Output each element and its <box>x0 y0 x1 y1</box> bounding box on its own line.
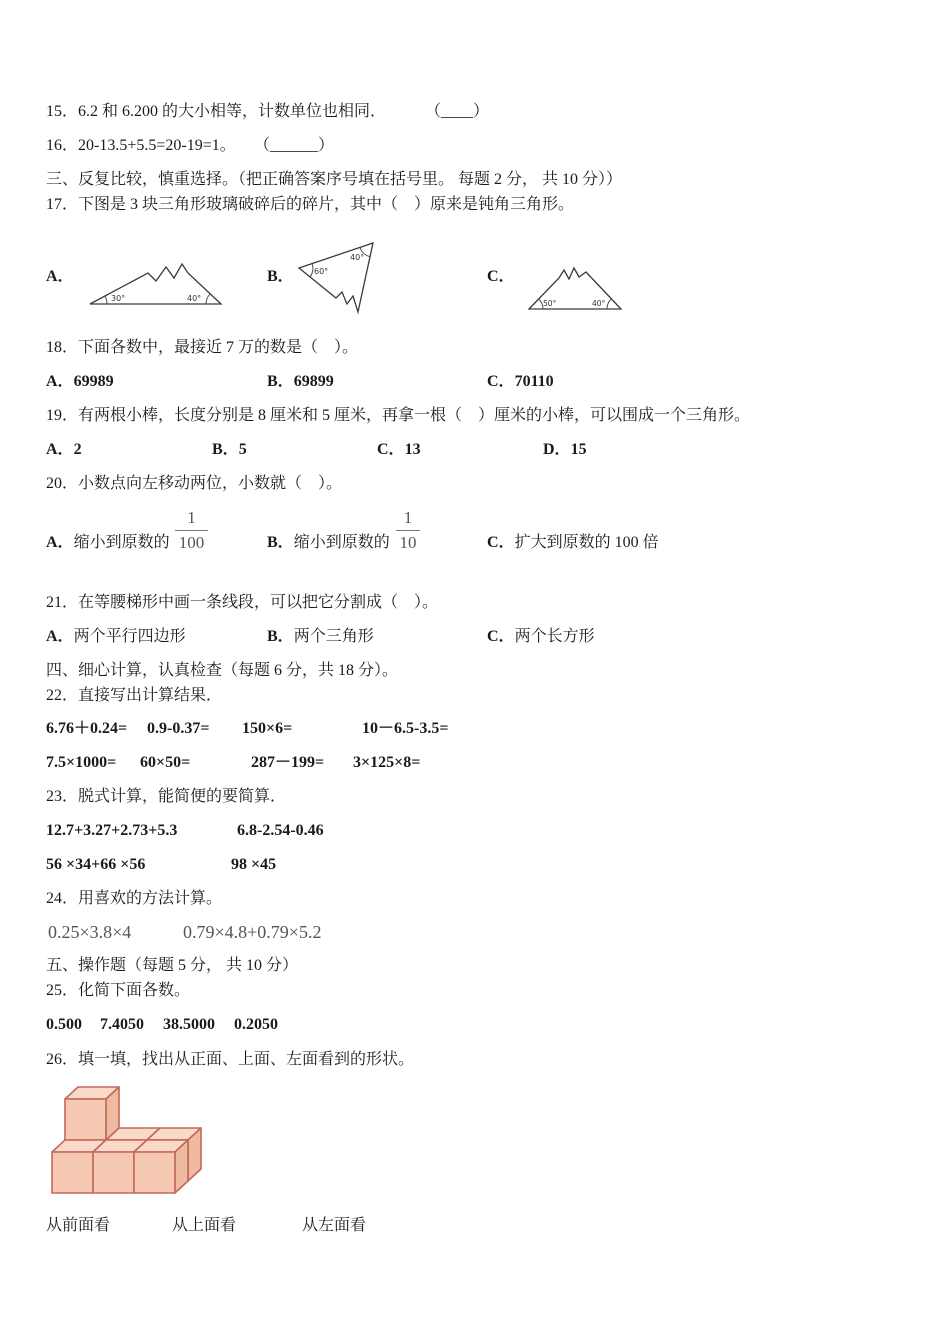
option-value: 13 <box>404 441 421 458</box>
fraction-denominator: 100 <box>178 533 205 552</box>
q16-text: 16．20-13.5+5.5=20-19=1。 <box>46 137 236 154</box>
option-value: 69989 <box>73 373 114 390</box>
q23-calc: 12.7+3.27+2.73+5.3 <box>46 822 178 839</box>
angle-label-left: 60° <box>314 267 329 276</box>
angle-label-left: 30° <box>111 294 126 303</box>
q18-option-c <box>487 372 554 392</box>
option-label: A． <box>46 534 74 551</box>
q18-stem: 18．下面各数中，最接近 7 万的数是（ ）。 <box>46 339 359 356</box>
q20-option-a-fraction <box>175 508 208 553</box>
q20-option-c <box>487 533 659 553</box>
angle-arc <box>607 299 611 309</box>
q21-option-a <box>46 627 186 647</box>
option-value: 缩小到原数的 <box>73 534 170 551</box>
q21-option-b <box>267 627 374 647</box>
angle-label-right: 40° <box>187 294 202 303</box>
q17-triangle-fragment-b <box>296 240 378 316</box>
option-value: 两个三角形 <box>293 628 374 645</box>
angle-label-right: 40° <box>350 253 365 262</box>
q16-answer-blank: （______） <box>254 137 335 154</box>
option-label: A． <box>46 628 74 645</box>
q19-stem: 19．有两根小棒，长度分别是 8 厘米和 5 厘米，再拿一根（ ）厘米的小棒，可以围成一个三角形。 <box>46 407 751 424</box>
q26-view-top: 从上面看 <box>172 1217 237 1234</box>
option-value: 两个平行四边形 <box>73 628 186 645</box>
q18-option-b <box>267 372 334 392</box>
q22-calc: 3×125×8= <box>353 754 421 771</box>
q15-answer-blank: （____） <box>425 103 490 120</box>
option-value: 15 <box>570 441 587 458</box>
q23-calc: 56 ×34+66 ×56 <box>46 856 146 873</box>
q22-calc: 287－199= <box>251 754 325 771</box>
cube <box>65 1087 119 1140</box>
option-label: A． <box>46 441 74 458</box>
cube-front-face <box>52 1152 93 1193</box>
option-label: C． <box>487 373 515 390</box>
q22-calc: 0.9-0.37= <box>147 720 210 737</box>
q25-number: 0.2050 <box>234 1016 278 1033</box>
cube <box>134 1140 188 1193</box>
option-label: C． <box>487 628 515 645</box>
q25-stem: 25．化简下面各数。 <box>46 982 191 999</box>
q23-stem: 23．脱式计算，能简便的要简算． <box>46 788 287 805</box>
q25-number: 7.4050 <box>100 1016 144 1033</box>
q23-calc: 98 ×45 <box>231 856 277 873</box>
option-label: C． <box>377 441 405 458</box>
q22-calc: 6.76＋0.24= <box>46 720 128 737</box>
q17-triangle-fragment-a <box>88 261 224 309</box>
q24-formula: 0.79×4.8+0.79×5.2 <box>183 922 322 942</box>
angle-label-left: 50° <box>543 299 557 308</box>
option-value: 5 <box>238 441 247 458</box>
q22-calc: 10－6.5-3.5= <box>362 720 449 737</box>
q19-option-b <box>212 440 247 460</box>
q26-cube-figure <box>45 1080 210 1200</box>
q22-calc: 7.5×1000= <box>46 754 117 771</box>
q26-view-front: 从前面看 <box>46 1217 111 1234</box>
q22-stem: 22．直接写出计算结果． <box>46 687 223 704</box>
option-value: 缩小到原数的 <box>293 534 390 551</box>
section-3-title: 三、反复比较，慎重选择。（把正确答案序号填在括号里。 每题 2 分， 共 10 分）） <box>46 171 623 188</box>
q17-option-b-label: B． <box>267 268 294 285</box>
cube-front-face <box>134 1152 175 1193</box>
section-4-title: 四、细心计算，认真检查（每题 6 分，共 18 分）。 <box>46 662 399 679</box>
triangle-fragment-outline <box>90 264 221 304</box>
cube-front-face <box>65 1099 106 1140</box>
q17-triangle-fragment-c <box>526 264 624 312</box>
q17-option-a-label: A． <box>46 268 74 285</box>
q19-option-d <box>543 440 587 460</box>
fraction-denominator: 10 <box>399 533 417 552</box>
q21-stem: 21．在等腰梯形中画一条线段，可以把它分割成（ ）。 <box>46 594 439 611</box>
q25-number: 0.500 <box>46 1016 82 1033</box>
option-value: 2 <box>73 441 82 458</box>
q23-calc: 6.8-2.54-0.46 <box>237 822 324 839</box>
q24-formula: 0.25×3.8×4 <box>48 922 132 942</box>
q26-view-left: 从左面看 <box>302 1217 367 1234</box>
q20-option-b <box>267 533 390 553</box>
angle-arc <box>206 294 210 304</box>
q19-option-c <box>377 440 421 460</box>
option-value: 69899 <box>293 373 334 390</box>
q20-stem: 20．小数点向左移动两位，小数就（ ）。 <box>46 475 343 492</box>
fraction-numerator: 1 <box>187 508 196 527</box>
q22-calc: 150×6= <box>242 720 293 737</box>
q20-option-a <box>46 533 170 553</box>
option-label: C． <box>487 534 515 551</box>
angle-arc <box>105 296 107 304</box>
option-label: B． <box>267 534 294 551</box>
option-label: B． <box>212 441 239 458</box>
cube-front-face <box>93 1152 134 1193</box>
q22-calc: 60×50= <box>140 754 191 771</box>
option-value: 70110 <box>514 373 554 390</box>
q21-option-c <box>487 627 595 647</box>
fraction-numerator: 1 <box>403 508 413 527</box>
fraction-bar <box>175 530 208 531</box>
q25-number: 38.5000 <box>163 1016 215 1033</box>
option-label: D． <box>543 441 571 458</box>
option-label: B． <box>267 373 294 390</box>
q26-stem: 26．填一填，找出从正面、上面、左面看到的形状。 <box>46 1051 415 1068</box>
fraction-bar <box>396 530 420 531</box>
option-value: 两个长方形 <box>514 628 595 645</box>
q15-text: 15．6.2 和 6.200 的大小相等，计数单位也相同． <box>46 103 387 120</box>
option-label: B． <box>267 628 294 645</box>
option-label: A． <box>46 373 74 390</box>
q19-option-a <box>46 440 82 460</box>
q24-stem: 24．用喜欢的方法计算。 <box>46 890 223 907</box>
q17-stem: 17．下图是 3 块三角形玻璃破碎后的碎片，其中（ ）原来是钝角三角形。 <box>46 196 575 213</box>
q20-option-b-fraction <box>396 508 420 553</box>
angle-arc <box>310 264 313 278</box>
q17-option-c-label: C． <box>487 268 515 285</box>
q18-option-a <box>46 372 114 392</box>
section-5-title: 五、操作题（每题 5 分， 共 10 分） <box>46 957 299 974</box>
option-value: 扩大到原数的 100 倍 <box>514 534 659 551</box>
angle-label-right: 40° <box>592 299 606 308</box>
